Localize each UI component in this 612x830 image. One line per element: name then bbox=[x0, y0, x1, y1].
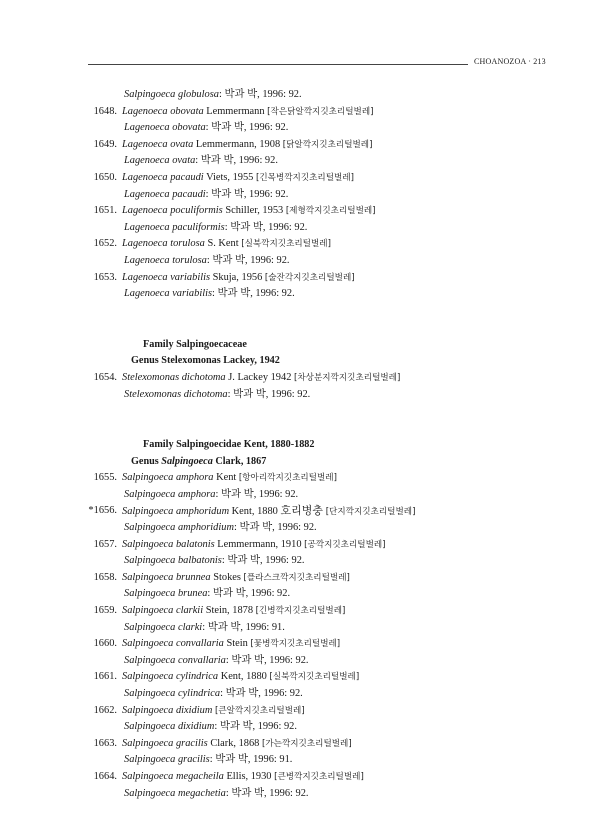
korean-name: [닭알깍지깃초리털벌레] bbox=[282, 139, 373, 150]
entry-number: 1664. bbox=[93, 770, 117, 782]
species-entry bbox=[0, 236, 612, 253]
species-entry bbox=[0, 137, 612, 154]
species-entry bbox=[0, 603, 612, 620]
species-entry bbox=[0, 570, 612, 587]
synonym-line bbox=[0, 487, 612, 504]
korean-name: [단지깍지깃초리털벌레] bbox=[322, 507, 416, 518]
entry-text bbox=[124, 487, 298, 504]
korean-name: [큰알깍지깃초리털벌레] bbox=[214, 705, 305, 716]
korean-name: [플라스크깍지깃초리털벌레] bbox=[243, 572, 350, 583]
entry-text bbox=[124, 120, 288, 137]
entry-number: 1649. bbox=[93, 138, 117, 150]
author-citation: Kent, 1880 bbox=[218, 671, 270, 683]
author-citation: : 박과 박, 1996: 92. bbox=[207, 588, 291, 600]
species-entry bbox=[0, 736, 612, 753]
author-citation: Lemmermann bbox=[203, 105, 268, 117]
synonym-line bbox=[0, 520, 612, 537]
author-citation: : 박과 박, 1996: 92. bbox=[218, 89, 302, 100]
entry-text bbox=[124, 387, 310, 404]
entry-text bbox=[124, 719, 297, 736]
author-citation: Lemmermann, 1910 bbox=[214, 538, 305, 550]
species-entry bbox=[0, 669, 612, 686]
family-heading-text: Family Salpingoecaceae bbox=[143, 338, 247, 350]
author-citation: Lemmermann, 1908 bbox=[193, 138, 283, 150]
scientific-name: Salpingoeca megacheila bbox=[122, 770, 224, 782]
entry-text bbox=[124, 187, 288, 204]
scientific-name: Salpingoeca convallaria bbox=[122, 638, 224, 650]
entry-text bbox=[122, 104, 373, 121]
species-entry bbox=[0, 270, 612, 287]
scientific-name: Salpingoeca clarki bbox=[124, 621, 203, 633]
entry-text bbox=[124, 153, 278, 170]
species-entry bbox=[0, 703, 612, 720]
author-citation: : 박과 박, 1996: 92. bbox=[206, 254, 290, 266]
scientific-name: Lagenoeca variabilis bbox=[122, 271, 211, 283]
scientific-name: Salpingoeca gracilis bbox=[124, 754, 210, 766]
species-entry bbox=[0, 370, 612, 387]
author-citation: : 박과 박, 1996: 92. bbox=[227, 388, 311, 400]
author-citation: Schiller, 1953 bbox=[222, 205, 286, 217]
scientific-name: Salpingoeca amphoridum bbox=[122, 506, 230, 518]
synonym-line bbox=[0, 187, 612, 204]
entry-text bbox=[122, 137, 372, 154]
synonym-line bbox=[0, 620, 612, 637]
entry-number: 1658. bbox=[93, 571, 117, 583]
korean-name: [실북깍지깃초리털벌레] bbox=[269, 672, 360, 683]
family-heading-text: Family Salpingoecidae Kent, 1880-1882 bbox=[143, 439, 315, 451]
synonym-line bbox=[0, 719, 612, 736]
entry-text bbox=[122, 270, 355, 287]
korean-name: [긴병깍지깃초리털벌레] bbox=[255, 606, 346, 617]
korean-name: [가는깍지깃초리털벌레] bbox=[261, 738, 352, 749]
scientific-name: Lagenoeca pacaudi bbox=[124, 188, 206, 200]
entry-text bbox=[124, 253, 290, 270]
entry-text bbox=[124, 686, 303, 703]
species-entry bbox=[0, 769, 612, 786]
entry-number: 1659. bbox=[93, 605, 117, 617]
scientific-name: Salpingoeca dixidium bbox=[122, 704, 213, 716]
synonym-line bbox=[0, 87, 612, 104]
scientific-name: Lagenoeca ovata bbox=[124, 155, 196, 167]
entry-text bbox=[122, 736, 352, 753]
scientific-name: Salpingoeca brunea bbox=[124, 588, 208, 600]
korean-name: [술잔각지깃초리털벌레] bbox=[264, 272, 355, 283]
scientific-name: Lagenoeca obovata bbox=[122, 105, 204, 117]
entry-text bbox=[124, 752, 292, 769]
author-citation: : 박과 박, 1996: 92. bbox=[215, 488, 299, 500]
synonym-line bbox=[0, 286, 612, 303]
author-citation: : 박과 박, 1996: 92. bbox=[195, 155, 278, 167]
entry-text bbox=[124, 87, 302, 104]
korean-name: [실북깍지깃초리털벌레] bbox=[241, 239, 331, 250]
entry-text bbox=[124, 786, 309, 803]
entry-number: 1654. bbox=[93, 371, 117, 383]
synonym-line bbox=[0, 553, 612, 570]
author-citation: Stokes bbox=[210, 571, 244, 583]
scientific-name: Lagenoeca obovata bbox=[124, 122, 206, 134]
genus-author: Clark, 1867 bbox=[212, 455, 267, 467]
korean-name: [꽃병깍지깃초리털벌레] bbox=[250, 639, 341, 650]
species-entry bbox=[0, 636, 612, 653]
genus-label: Genus Stelexomonas Lackey, 1942 bbox=[131, 355, 280, 367]
entry-text bbox=[124, 553, 305, 570]
synonym-line bbox=[0, 686, 612, 703]
entry-text bbox=[122, 669, 359, 686]
synonym-line bbox=[0, 586, 612, 603]
header-rule bbox=[88, 64, 468, 65]
species-entry bbox=[0, 104, 612, 121]
author-citation: J. Lackey 1942 bbox=[225, 371, 294, 383]
author-citation: : 박과 박, 1996: 92. bbox=[220, 688, 303, 699]
synonym-line bbox=[0, 786, 612, 803]
entry-text bbox=[122, 470, 337, 487]
entry-text bbox=[122, 769, 364, 786]
entry-number: 1648. bbox=[93, 105, 117, 117]
entry-text bbox=[122, 370, 400, 387]
synonym-line bbox=[0, 752, 612, 769]
running-head: CHOANOZOA · 213 bbox=[474, 57, 546, 66]
section-gap bbox=[0, 320, 612, 337]
scientific-name: Lagenoeca poculiformis bbox=[122, 205, 223, 217]
species-entry bbox=[0, 503, 612, 520]
author-citation: : 박과 박, 1996: 92. bbox=[225, 654, 309, 666]
scientific-name: Lagenoeca paculiformis bbox=[124, 221, 225, 233]
entry-text bbox=[122, 537, 386, 554]
scientific-name: Lagenoeca torulosa bbox=[122, 238, 205, 250]
species-entry bbox=[0, 470, 612, 487]
entry-text bbox=[122, 236, 331, 253]
entry-number: *1656. bbox=[88, 505, 117, 517]
genus-heading bbox=[0, 353, 612, 370]
synonym-line bbox=[0, 153, 612, 170]
scientific-name: Stelexomonas dichotoma bbox=[122, 371, 226, 383]
species-entry bbox=[0, 203, 612, 220]
entry-text bbox=[122, 170, 354, 187]
author-citation: : 박과 박, 1996: 91. bbox=[209, 754, 293, 766]
author-citation: Kent bbox=[213, 472, 239, 484]
korean-name: [차상분지깍지깃초리털벌레] bbox=[294, 372, 401, 383]
scientific-name: Lagenoeca torulosa bbox=[124, 254, 207, 266]
entry-text bbox=[122, 570, 350, 587]
synonym-line bbox=[0, 653, 612, 670]
synonym-line bbox=[0, 120, 612, 137]
author-citation: : 박과 박, 1996: 92. bbox=[221, 555, 305, 567]
korean-name: [항아리깍지깃초리털벌레] bbox=[238, 473, 337, 484]
entry-text bbox=[124, 620, 285, 637]
entry-number: 1662. bbox=[93, 704, 117, 716]
korean-name: [제형깍지깃초리털벌레] bbox=[285, 206, 376, 217]
scientific-name: Salpingoeca megachetia bbox=[124, 787, 226, 799]
family-heading bbox=[0, 437, 612, 454]
synonym-line bbox=[0, 253, 612, 270]
entry-number: 1660. bbox=[93, 638, 117, 650]
entry-number: 1650. bbox=[93, 171, 117, 183]
section-gap bbox=[0, 420, 612, 437]
entry-number: 1652. bbox=[93, 238, 117, 250]
synonym-line bbox=[0, 220, 612, 237]
genus-heading-text bbox=[131, 454, 266, 471]
genus-heading-text bbox=[131, 353, 280, 370]
author-citation: : 박과 박, 1996: 92. bbox=[214, 721, 297, 733]
genus-heading bbox=[0, 454, 612, 471]
scientific-name: Lagenoeca ovata bbox=[122, 138, 194, 150]
species-entry bbox=[0, 537, 612, 554]
scientific-name: Lagenoeca variabilis bbox=[124, 288, 213, 300]
author-citation: Viets, 1955 bbox=[203, 171, 256, 183]
genus-name: Salpingoeca bbox=[161, 455, 213, 467]
entry-text bbox=[122, 203, 376, 220]
entry-text bbox=[122, 503, 415, 521]
author-citation: : 박과 박, 1996: 92. bbox=[205, 122, 289, 134]
author-citation: : 박과 박, 1996: 92. bbox=[224, 221, 308, 233]
entry-text bbox=[124, 286, 295, 303]
author-citation: Stein bbox=[223, 638, 251, 650]
author-citation: Skuja, 1956 bbox=[210, 271, 265, 283]
scientific-name: Salpingoeca amphora bbox=[124, 488, 216, 500]
entry-number: 1663. bbox=[93, 737, 117, 749]
entry-text bbox=[124, 220, 307, 237]
korean-name: [큰병깍지깃초리털벌레] bbox=[274, 771, 364, 782]
scientific-name: Salpingoeca cylindrica bbox=[124, 688, 221, 699]
entry-number: 1657. bbox=[93, 538, 117, 550]
scientific-name: Salpingoeca cylindrica bbox=[122, 671, 219, 683]
author-citation: Kent, 1880 bbox=[229, 506, 281, 518]
entry-number: 1651. bbox=[93, 205, 117, 217]
synonym-line bbox=[0, 387, 612, 404]
author-citation: : 박과 박, 1996: 92. bbox=[233, 522, 317, 534]
species-entry bbox=[0, 170, 612, 187]
scientific-name: Salpingoeca brunnea bbox=[122, 571, 211, 583]
author-citation: : 박과 박, 1996: 92. bbox=[205, 188, 289, 200]
entry-text bbox=[122, 603, 345, 620]
korean-name: [공깍지깃초리털벌레] bbox=[304, 539, 386, 550]
entry-text bbox=[122, 636, 340, 653]
scientific-name: Salpingoeca convallaria bbox=[124, 654, 226, 666]
scientific-name: Stelexomonas dichotoma bbox=[124, 388, 228, 400]
entry-text bbox=[122, 703, 305, 720]
section-gap bbox=[0, 303, 612, 320]
page-content bbox=[0, 87, 612, 802]
author-citation: Ellis, 1930 bbox=[223, 770, 275, 782]
scientific-name: Salpingoeca balatonis bbox=[122, 538, 215, 550]
scientific-name: Salpingoeca clarkii bbox=[122, 605, 204, 617]
entry-number: 1661. bbox=[93, 671, 117, 683]
korean-name: [작은닭알깍지깃초리털벌레] bbox=[267, 106, 374, 117]
scientific-name: Salpingoeca globulosa bbox=[124, 89, 219, 100]
korean-common-name: 호리병충 bbox=[280, 504, 323, 518]
korean-name: [긴목병깍지깃초리털벌레] bbox=[255, 172, 354, 183]
scientific-name: Salpingoeca dixidium bbox=[124, 721, 215, 733]
scientific-name: Salpingoeca amphora bbox=[122, 472, 214, 484]
entry-number: 1653. bbox=[93, 271, 117, 283]
entry-text bbox=[124, 586, 290, 603]
entry-text bbox=[124, 520, 317, 537]
scientific-name: Salpingoeca gracilis bbox=[122, 737, 208, 749]
author-citation: Clark, 1868 bbox=[207, 737, 262, 749]
scientific-name: Salpingoeca amphoridium bbox=[124, 522, 234, 534]
author-citation: : 박과 박, 1996: 91. bbox=[202, 621, 285, 633]
genus-label: Genus bbox=[131, 455, 162, 467]
author-citation: S. Kent bbox=[204, 238, 242, 250]
author-citation: : 박과 박, 1996: 92. bbox=[225, 787, 309, 799]
entry-text bbox=[124, 653, 309, 670]
scientific-name: Salpingoeca balbatonis bbox=[124, 555, 222, 567]
section-gap bbox=[0, 403, 612, 420]
scientific-name: Lagenoeca pacaudi bbox=[122, 171, 204, 183]
author-citation: : 박과 박, 1996: 92. bbox=[212, 288, 295, 300]
family-heading bbox=[0, 337, 612, 354]
author-citation: Stein, 1878 bbox=[203, 605, 256, 617]
entry-number: 1655. bbox=[93, 472, 117, 484]
